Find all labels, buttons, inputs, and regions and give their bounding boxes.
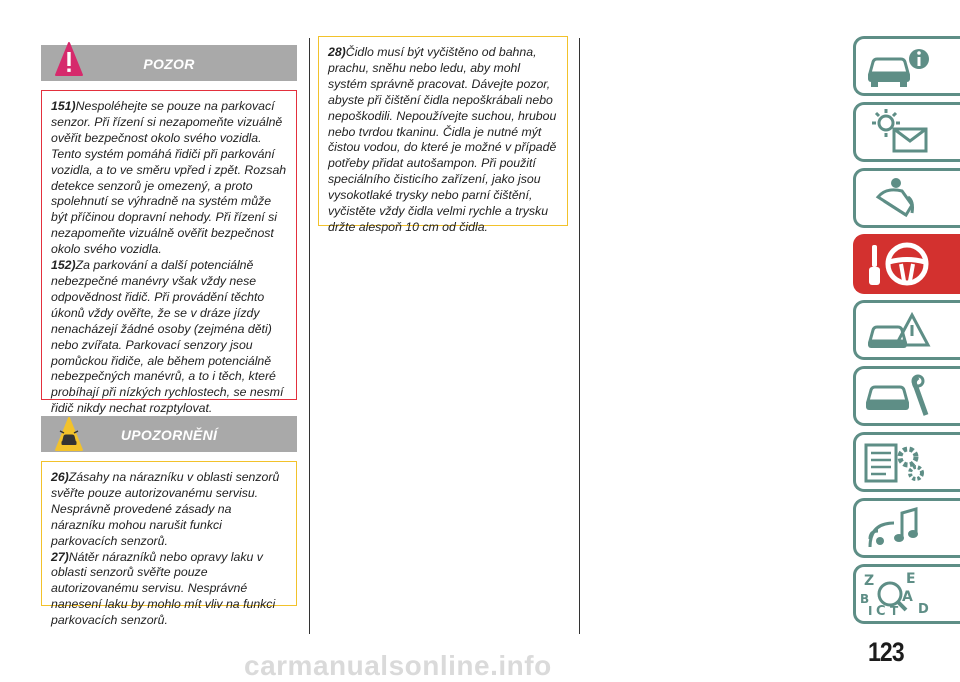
caution-title: UPOZORNĚNÍ	[120, 427, 218, 443]
tab-safety[interactable]	[853, 168, 960, 228]
tab-warning-lights[interactable]	[853, 102, 960, 162]
svg-text:I: I	[868, 604, 873, 618]
warning-lights-icon	[856, 105, 960, 159]
note-text: Čidlo musí být vyčištěno od bahna, prachu, sněhu nebo ledu, aby mohl systém správně pracovat. Dávejte pozor, abyste při čištění čidla nepoškrábali nebo nepoškodili. Nepoužívejte suchou, hrubou nebo tvrdou tkaninu. Čidla je nutné mýt čistou vodou, do které je možné v případě potřeby přidat autošampon. Při použití speciálního čisticího zařízení, jako jsou vysokotlaké trysky nebo parní čištění, vyčistěte vždy čidla velmi rychle a trysku držte alespoň 10 cm od čidla.	[328, 45, 557, 234]
alphabetical-index-icon	[856, 567, 960, 621]
column-divider-right	[579, 38, 580, 634]
multimedia-icon	[856, 501, 960, 555]
note-text: Nátěr nárazníků nebo opravy laku v oblasti senzorů svěřte pouze autorizovanému servisu. Nesprávné nanesení laku by mohlo mít vliv na funkci parkovacích senzorů.	[51, 549, 276, 628]
svg-text:T: T	[890, 604, 899, 618]
warning-item-152	[51, 258, 288, 417]
tab-starting-driving[interactable]	[853, 234, 960, 294]
svg-text:B: B	[860, 592, 870, 606]
svg-text:D: D	[918, 602, 929, 617]
tab-multimedia[interactable]	[853, 498, 960, 558]
tab-technical-data[interactable]	[853, 432, 960, 492]
safety-icon	[856, 171, 960, 225]
tab-car-info[interactable]	[853, 36, 960, 96]
note-number: 26)	[51, 470, 69, 484]
tab-alphabetical-index[interactable]	[853, 564, 960, 624]
warning-title: POZOR	[143, 56, 195, 72]
warning-item-151	[51, 99, 288, 258]
note-number: 151)	[51, 99, 76, 113]
page-number: 123	[868, 637, 904, 667]
note-number: 27)	[51, 549, 69, 564]
caution-item-26	[51, 470, 288, 550]
column-divider	[309, 38, 310, 634]
note-text: Nespoléhejte se pouze na parkovací senzor. Při řízení si nezapomeňte vizuálně ověřit bezpečnost okolo svého vozidla. Tento systém pomáhá řidiči při parkování vozidla, a to ve směru vpřed i zpět. Rozsah detekce senzorů je omezený, a proto spolehnutí se výhradně na systém může být příčinou dopravní nehody. Při řízení si nezapomeňte vizuálně ověřit bezpečnost okolo svého vozidla.	[51, 99, 287, 257]
technical-data-icon	[856, 435, 960, 489]
note-number: 28)	[328, 45, 346, 59]
svg-text:C: C	[876, 604, 886, 619]
car-info-icon	[856, 39, 960, 93]
svg-text:A: A	[902, 589, 913, 605]
steering-wheel-icon	[856, 237, 960, 291]
caution-header	[41, 416, 297, 452]
emergency-icon	[856, 303, 960, 357]
svg-text:Z: Z	[864, 573, 875, 589]
caution-box-continued	[318, 36, 568, 234]
tab-maintenance[interactable]	[853, 366, 960, 426]
caution-box	[41, 461, 297, 628]
note-number: 152)	[51, 258, 76, 273]
watermark: carmanualsonline.info	[244, 650, 552, 681]
warning-header	[41, 45, 297, 81]
note-text: Za parkování a další potenciálně nebezpečné manévry však vždy nese odpovědnost řidič. Při provádění těchto úkonů vždy ověřte, že se v dráze jízdy nenacházejí žádné osoby (zejména děti) nebo zvířata. Parkovací senzory jsou pomůckou řidiče, ale během potenciálně nebezpečných manévrů, a to i těch, které probíhají při nízkých rychlostech, se nesmí řidič nikdy nechat rozptylovat.	[51, 258, 284, 416]
caution-item-27	[51, 550, 288, 630]
caution-item-28	[328, 45, 559, 236]
maintenance-icon	[856, 369, 960, 423]
note-text: Zásahy na nárazníku v oblasti senzorů svěřte pouze autorizovanému servisu. Nesprávně provedené zásady na nárazníku mohou narušit funkci parkovacích senzorů.	[51, 470, 280, 548]
warning-box	[41, 90, 297, 416]
svg-text:E: E	[906, 571, 916, 587]
tab-emergency[interactable]	[853, 300, 960, 360]
